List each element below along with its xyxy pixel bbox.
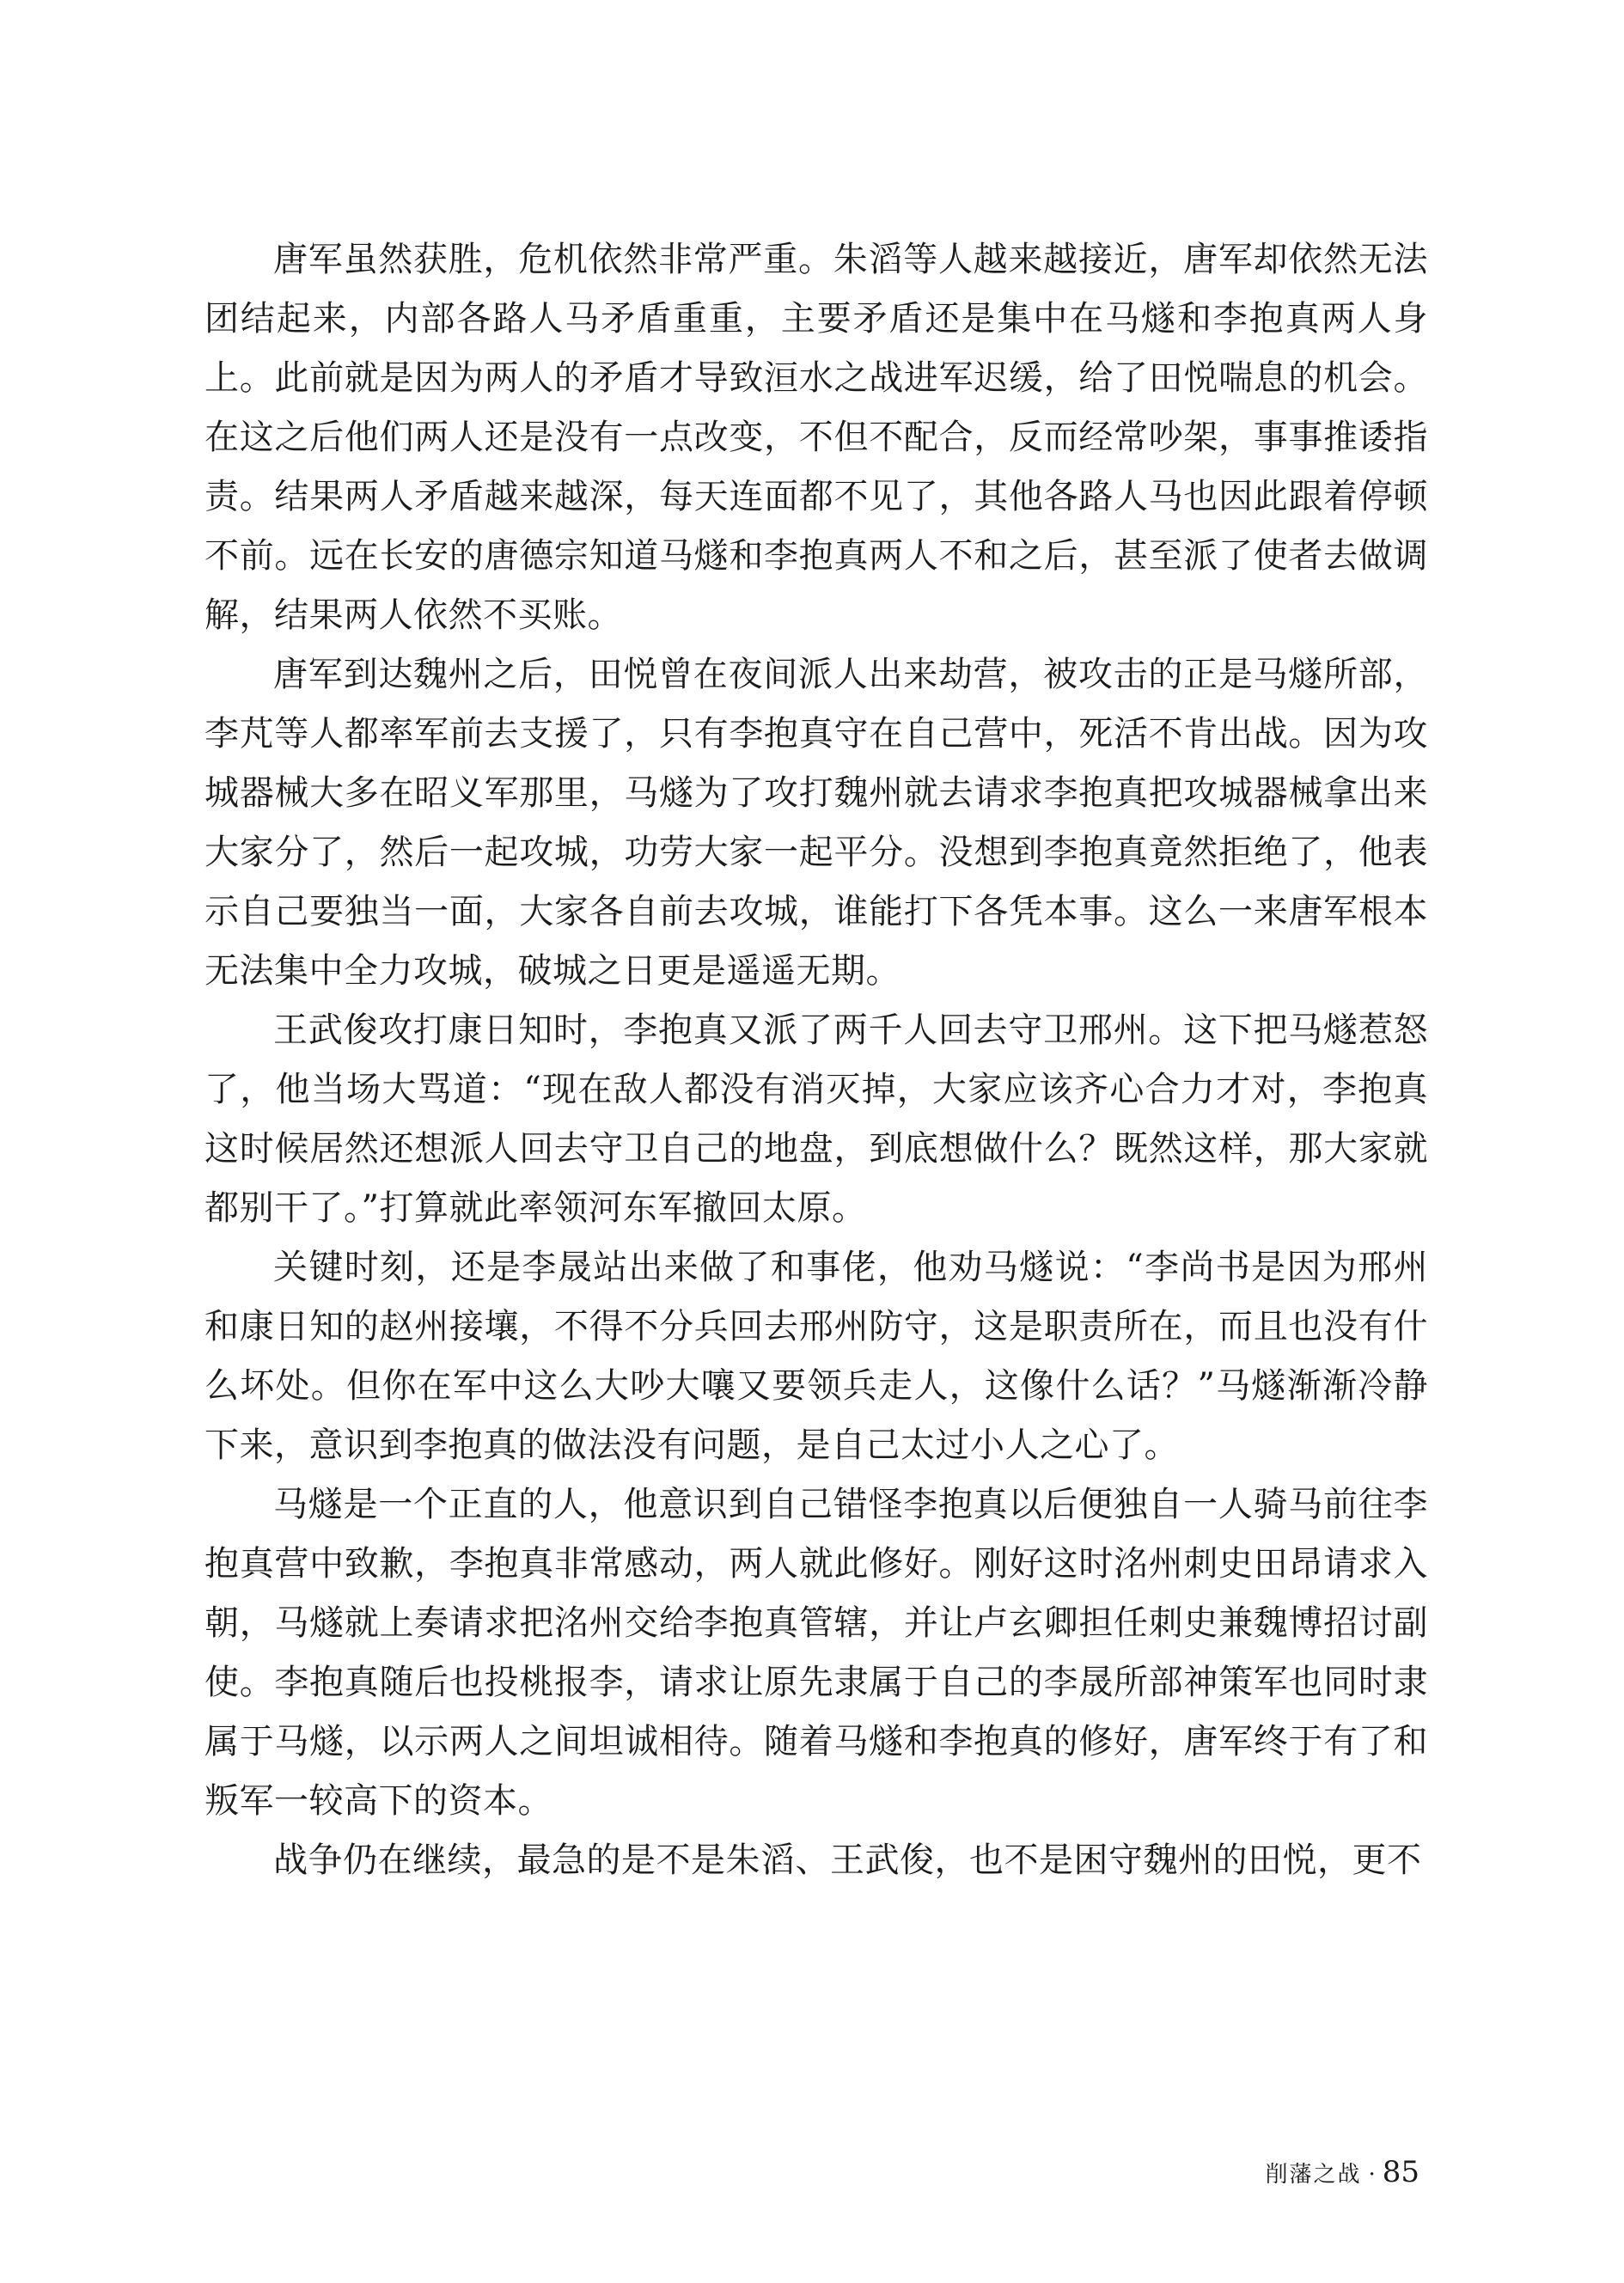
paragraph: 唐军虽然获胜，危机依然非常严重。朱滔等人越来越接近，唐军却依然无法团结起来，内部各路人马矛盾重重，主要矛盾还是集中在马燧和李抱真两人身上。此前就是因为两人的矛盾才导致洹水之战进军迟缓，给了田悦喘息的机会。在这之后他们两人还是没有一点改变，不但不配合，反而经常吵架，事事推诿指责。结果两人矛盾越来越深，每天连面都不见了，其他各路人马也因此跟着停顿不前。远在长安的唐德宗知道马燧和李抱真两人不和之后，甚至派了使者去做调解，结果两人依然不买账。 [205,240,1428,635]
paragraph: 关键时刻，还是李晟站出来做了和事佬，他劝马燧说：“李尚书是因为邢州和康日知的赵州接壤，不得不分兵回去邢州防守，这是职责所在，而且也没有什么坏处。但你在军中这么大吵大嚷又要领兵走人，这像什么话？”马燧渐渐冷静下来，意识到李抱真的做法没有问题，是自己太过小人之心了。 [205,1248,1428,1465]
body-text [205,230,1428,1890]
paragraph: 战争仍在继续，最急的是不是朱滔、王武俊，也不是困守魏州的田悦，更不 [273,1840,1422,1880]
paragraph: 王武俊攻打康日知时，李抱真又派了两千人回去守卫邢州。这下把马燧惹怒了，他当场大骂道：“现在敌人都没有消灭掉，大家应该齐心合力才对，李抱真这时候居然还想派人回去守卫自己的地盘，到底想做什么？既然这样，那大家就都别干了。”打算就此率领河东军撤回太原。 [205,1010,1428,1228]
page-number: 85 [1382,2155,1419,2189]
page-footer [1265,2155,1419,2189]
footer-separator: · [1368,2162,1376,2188]
paragraph: 马燧是一个正直的人，他意识到自己错怪李抱真以后便独自一人骑马前往李抱真营中致歉，李抱真非常感动，两人就此修好。刚好这时洺州刺史田昂请求入朝，马燧就上奏请求把洺州交给李抱真管辖，并让卢玄卿担任刺史兼魏博招讨副使。李抱真随后也投桃报李，请求让原先隶属于自己的李晟所部神策军也同时隶属于马燧，以示两人之间坦诚相待。随着马燧和李抱真的修好，唐军终于有了和叛军一较高下的资本。 [205,1485,1428,1821]
paragraph: 唐军到达魏州之后，田悦曾在夜间派人出来劫营，被攻击的正是马燧所部，李芃等人都率军前去支援了，只有李抱真守在自己营中，死活不肯出战。因为攻城器械大多在昭义军那里，马燧为了攻打魏州就去请求李抱真把攻城器械拿出来大家分了，然后一起攻城，功劳大家一起平分。没想到李抱真竟然拒绝了，他表示自己要独当一面，大家各自前去攻城，谁能打下各凭本事。这么一来唐军根本无法集中全力攻城，破城之日更是遥遥无期。 [205,655,1428,991]
running-footer-title: 削藩之战 [1265,2162,1362,2188]
